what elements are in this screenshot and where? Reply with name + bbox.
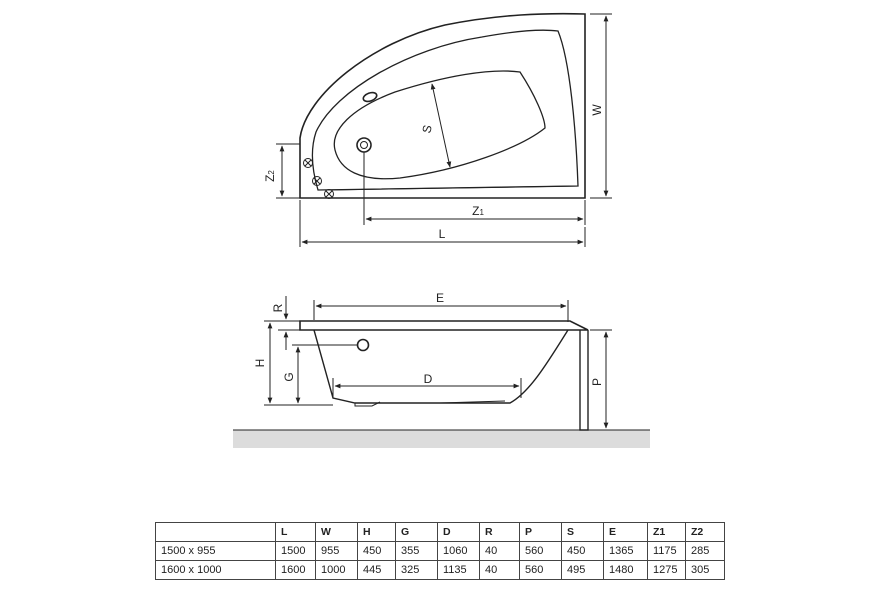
side-dimensions: [264, 296, 612, 430]
table-header-cell: H: [358, 523, 396, 542]
label-s: S: [419, 123, 435, 135]
table-cell: 285: [686, 542, 725, 561]
table-cell: 1500 x 955: [156, 542, 276, 561]
bathtub-rim-inner: [312, 30, 578, 190]
bathtub-body-side: [314, 330, 568, 403]
table-header-cell: Z1: [648, 523, 686, 542]
table-header-cell: E: [604, 523, 648, 542]
label-r: R: [271, 303, 285, 313]
table-cell: 1600 x 1000: [156, 561, 276, 580]
table-header-cell: [156, 523, 276, 542]
label-h: H: [253, 358, 267, 368]
bathtub-basin: [334, 71, 545, 179]
tap-hole-icon: [304, 159, 313, 168]
side-view: [300, 321, 588, 430]
overflow-hole-top: [362, 91, 378, 103]
table-cell: 1600: [276, 561, 316, 580]
table-cell: 1135: [438, 561, 480, 580]
table-header-row: [156, 523, 725, 542]
label-g: G: [282, 372, 296, 382]
table-header-cell: G: [396, 523, 438, 542]
apron-panel: [580, 330, 588, 430]
bathtub-rim-side: [300, 321, 588, 330]
table-cell: 325: [396, 561, 438, 580]
table-cell: 1275: [648, 561, 686, 580]
table-cell: 1175: [648, 542, 686, 561]
label-e: E: [435, 291, 445, 305]
drain-hole-top: [357, 138, 371, 152]
table-cell: 355: [396, 542, 438, 561]
label-w: W: [590, 104, 604, 116]
table-cell: 1500: [276, 542, 316, 561]
top-view: [300, 14, 585, 198]
table-header-cell: L: [276, 523, 316, 542]
table-cell: 1000: [316, 561, 358, 580]
label-z2: Z2: [263, 170, 277, 182]
side-labels: [253, 291, 604, 386]
table-header-cell: D: [438, 523, 480, 542]
overflow-hole-side: [358, 340, 369, 351]
table-row: [156, 542, 725, 561]
table-cell: 450: [358, 542, 396, 561]
floor: [233, 430, 650, 448]
table-header-cell: R: [480, 523, 520, 542]
label-z1: Z1: [472, 204, 484, 218]
table-cell: 450: [562, 542, 604, 561]
table-cell: 1060: [438, 542, 480, 561]
table-cell: 955: [316, 542, 358, 561]
table-header-cell: P: [520, 523, 562, 542]
table-cell: 40: [480, 561, 520, 580]
dimension-s-line: [432, 84, 450, 167]
table-cell: 1365: [604, 542, 648, 561]
top-dimensions: [276, 14, 612, 247]
table-cell: 495: [562, 561, 604, 580]
table-cell: 560: [520, 542, 562, 561]
tap-hole-icon: [325, 190, 334, 199]
tap-holes: [304, 159, 334, 199]
table-header-cell: W: [316, 523, 358, 542]
table-header-cell: S: [562, 523, 604, 542]
table-cell: 445: [358, 561, 396, 580]
table-cell: 1480: [604, 561, 648, 580]
table-cell: 560: [520, 561, 562, 580]
table-row: [156, 561, 725, 580]
table-cell: 40: [480, 542, 520, 561]
seat-divider: [330, 186, 578, 190]
table-cell: 305: [686, 561, 725, 580]
label-p: P: [590, 377, 604, 387]
dimensions-table: [155, 522, 725, 580]
table-header-cell: Z2: [686, 523, 725, 542]
label-l: L: [438, 227, 446, 241]
label-d: D: [423, 372, 433, 386]
